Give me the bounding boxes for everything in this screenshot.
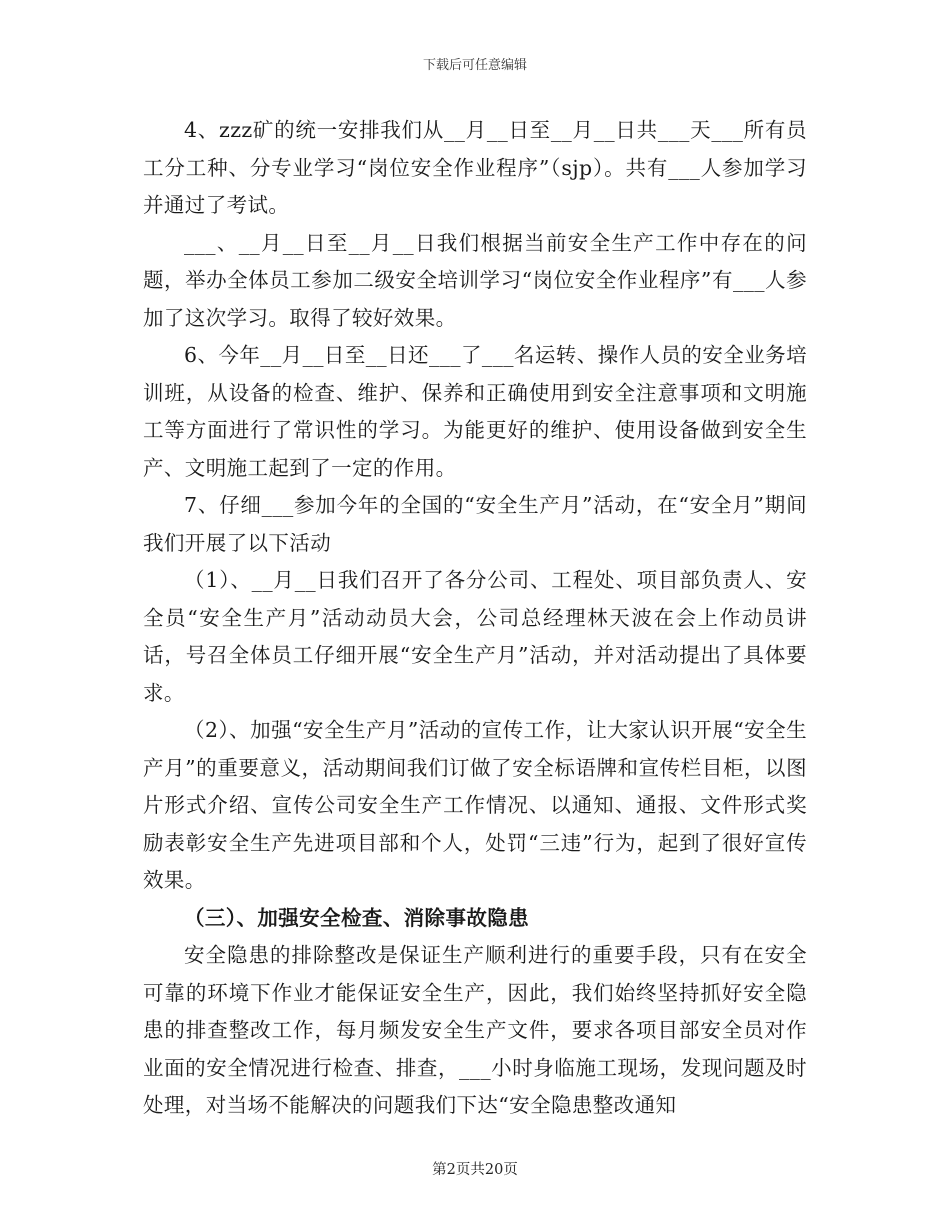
paragraph-activity-2: （2）、加强“安全生产月”活动的宣传工作，让大家认识开展“安全生产月”的重要意义，活动期间我们订做了安全标语牌和宣传栏目柜，以图片形式介绍、宣传公司安全生产工作情况、以通知、通报、文件形式奖励表彰安全生产先进项目部和个人，处罚“三违”行为，起到了很好宣传效果。 — [143, 718, 807, 892]
page-header: 下载后可任意编辑 — [422, 58, 527, 73]
paragraph-item-5-training: ___、__月__日至__月__日我们根据当前安全生产工作中存在的问题，举办全体员工参加二级安全培训学习“岗位安全作业程序”有___人参加了这次学习。取得了较好效果。 — [143, 230, 807, 330]
paragraph-hazard-inspection: 安全隐患的排除整改是保证生产顺利进行的重要手段，只有在安全可靠的环境下作业才能保证安全生产，因此，我们始终坚持抓好安全隐患的排查整改工作，每月频发安全生产文件，要求各项目部安全员对作业面的安全情况进行检查、排查，___小时身临施工现场，发现问题及时处理，对当场不能解决的问题我们下达“安全隐患整改通知 — [143, 943, 807, 1117]
page-number: 第2页共20页 — [432, 1162, 518, 1178]
paragraph-item-6-training: 6、今年__月__日至__日还___了___名运转、操作人员的安全业务培训班，从设备的检查、维护、保养和正确使用到安全注意事项和文明施工等方面进行了常识性的学习。为能更好的维护、使用设备做到安全生产、文明施工起到了一定的作用。 — [143, 343, 807, 480]
section-heading-3: （三）、加强安全检查、消除事故隐患 — [184, 905, 530, 930]
paragraph-activity-1: （1）、__月__日我们召开了各分公司、工程处、项目部负责人、安全员“安全生产月”活动动员大会，公司总经理林天波在会上作动员讲话，号召全体员工仔细开展“安全生产月”活动，并对活动提出了具体要求。 — [143, 568, 807, 705]
document-body — [143, 112, 807, 1125]
paragraph-item-4-training: 4、zzz矿的统一安排我们从__月__日至__月__日共___天___所有员工分工种、分专业学习“岗位安全作业程序”（sjp）。共有___人参加学习并通过了考试。 — [143, 118, 807, 217]
paragraph-item-7-safety-month: 7、仔细___参加今年的全国的“安全生产月”活动，在“安全月”期间我们开展了以下活动 — [143, 493, 807, 555]
